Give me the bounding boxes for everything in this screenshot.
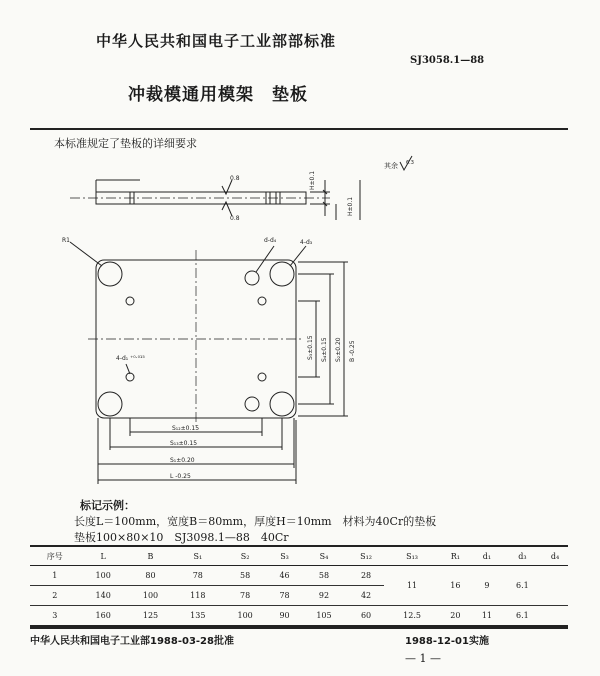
table-cell: 12.5: [384, 606, 439, 627]
table-cell: 11: [471, 606, 503, 627]
table-cell: 135: [174, 606, 221, 627]
col-header: 序号: [30, 546, 80, 566]
small-hole: [126, 297, 134, 305]
approval-date: 中华人民共和国电子工业部1988-03-28批准: [30, 636, 234, 647]
footer-rule: [30, 627, 568, 629]
table-cell: 28: [348, 566, 385, 586]
issuing-organization: 中华人民共和国电子工业部部标准: [96, 32, 337, 50]
table-cell: 6.1: [503, 566, 542, 606]
table-cell: 9: [471, 566, 503, 606]
r1-label: R1: [62, 237, 70, 244]
table-cell: 105: [300, 606, 347, 627]
corner-hole: [270, 392, 294, 416]
table-cell: 42: [348, 586, 385, 606]
example-line-1: 长度L＝100mm，宽度B＝80mm，厚度H＝10mm 材料为40Cr的垫板: [74, 515, 437, 528]
table-cell: 100: [221, 606, 268, 627]
table-cell: 46: [269, 566, 301, 586]
table-row: [30, 566, 568, 586]
header-rule: [30, 128, 568, 130]
col-header: S₃: [269, 546, 301, 566]
table-header-row: [30, 546, 568, 566]
mid-hole: [245, 397, 259, 411]
col-header: S₁₂: [348, 546, 385, 566]
d-d4-label: d-d₄: [264, 237, 277, 244]
example-title: 标记示例：: [80, 499, 135, 512]
table-cell: 58: [221, 566, 268, 586]
s4-label: S₄±0.15: [321, 337, 328, 362]
example-line-2: 垫板100×80×10 SJ3098.1—88 40Cr: [74, 531, 289, 544]
col-header: R₁: [440, 546, 472, 566]
table-cell: [542, 566, 568, 606]
col-header: L: [80, 546, 127, 566]
table-cell: 100: [80, 566, 127, 586]
s1-label: S₁±0.20: [170, 457, 195, 464]
table-cell: 78: [174, 566, 221, 586]
table-cell: 100: [127, 586, 174, 606]
table-row: [30, 606, 568, 627]
table-cell: 6.1: [503, 606, 542, 627]
s13-label: S₁₃±0.15: [170, 440, 198, 447]
four-d1-label: 4-d₁ ⁺⁰·⁰¹⁵: [116, 355, 145, 362]
table-cell: 78: [221, 586, 268, 606]
roughness-value: 6.3: [406, 160, 414, 166]
finish-top-label: 0.8: [230, 175, 240, 182]
col-header: d₄: [542, 546, 568, 566]
effective-date: 1988-12-01实施: [405, 636, 489, 647]
table-cell: 11: [384, 566, 439, 606]
col-header: d₃: [503, 546, 542, 566]
table-cell: 60: [348, 606, 385, 627]
s2-label: S₂±0.20: [335, 337, 342, 362]
table-cell: 58: [300, 566, 347, 586]
table-cell: 16: [440, 566, 472, 606]
table-cell: 90: [269, 606, 301, 627]
table-cell: 160: [80, 606, 127, 627]
table-cell: 140: [80, 586, 127, 606]
col-header: B: [127, 546, 174, 566]
table-cell: 92: [300, 586, 347, 606]
h-side-label: H±0.1: [347, 196, 354, 216]
corner-hole: [98, 392, 122, 416]
finish-bottom-label: 0.8: [230, 215, 240, 222]
col-header: S₁₃: [384, 546, 439, 566]
roughness-label: 其余: [384, 162, 398, 170]
small-hole: [258, 373, 266, 381]
col-header: S₄: [300, 546, 347, 566]
table-cell: 3: [30, 606, 80, 627]
l-label: L -0.25: [170, 473, 191, 480]
s3-label: S₃±0.15: [307, 335, 314, 360]
b-label: B -0.25: [349, 340, 356, 362]
standard-title: 冲裁模通用模架 垫板: [128, 85, 308, 105]
h-label: H±0.1: [309, 170, 316, 190]
table-cell: 2: [30, 586, 80, 606]
table-cell: 118: [174, 586, 221, 606]
table-cell: 125: [127, 606, 174, 627]
table-cell: 78: [269, 586, 301, 606]
page-number: — 1 —: [405, 652, 441, 665]
small-hole: [258, 297, 266, 305]
dimension-table: [30, 545, 568, 627]
table-cell: 20: [440, 606, 472, 627]
table-cell: [542, 606, 568, 627]
col-header: S₂: [221, 546, 268, 566]
col-header: d₁: [471, 546, 503, 566]
standard-code: SJ3058.1—88: [410, 55, 485, 66]
small-hole: [126, 373, 134, 381]
intro-text: 本标准规定了垫板的详细要求: [54, 137, 197, 150]
mid-hole: [245, 271, 259, 285]
technical-drawing: [30, 150, 570, 495]
four-d3-label: 4-d₃: [300, 239, 313, 246]
col-header: S₁: [174, 546, 221, 566]
s12-label: S₁₂±0.15: [172, 425, 200, 432]
table-cell: 80: [127, 566, 174, 586]
table-cell: 1: [30, 566, 80, 586]
